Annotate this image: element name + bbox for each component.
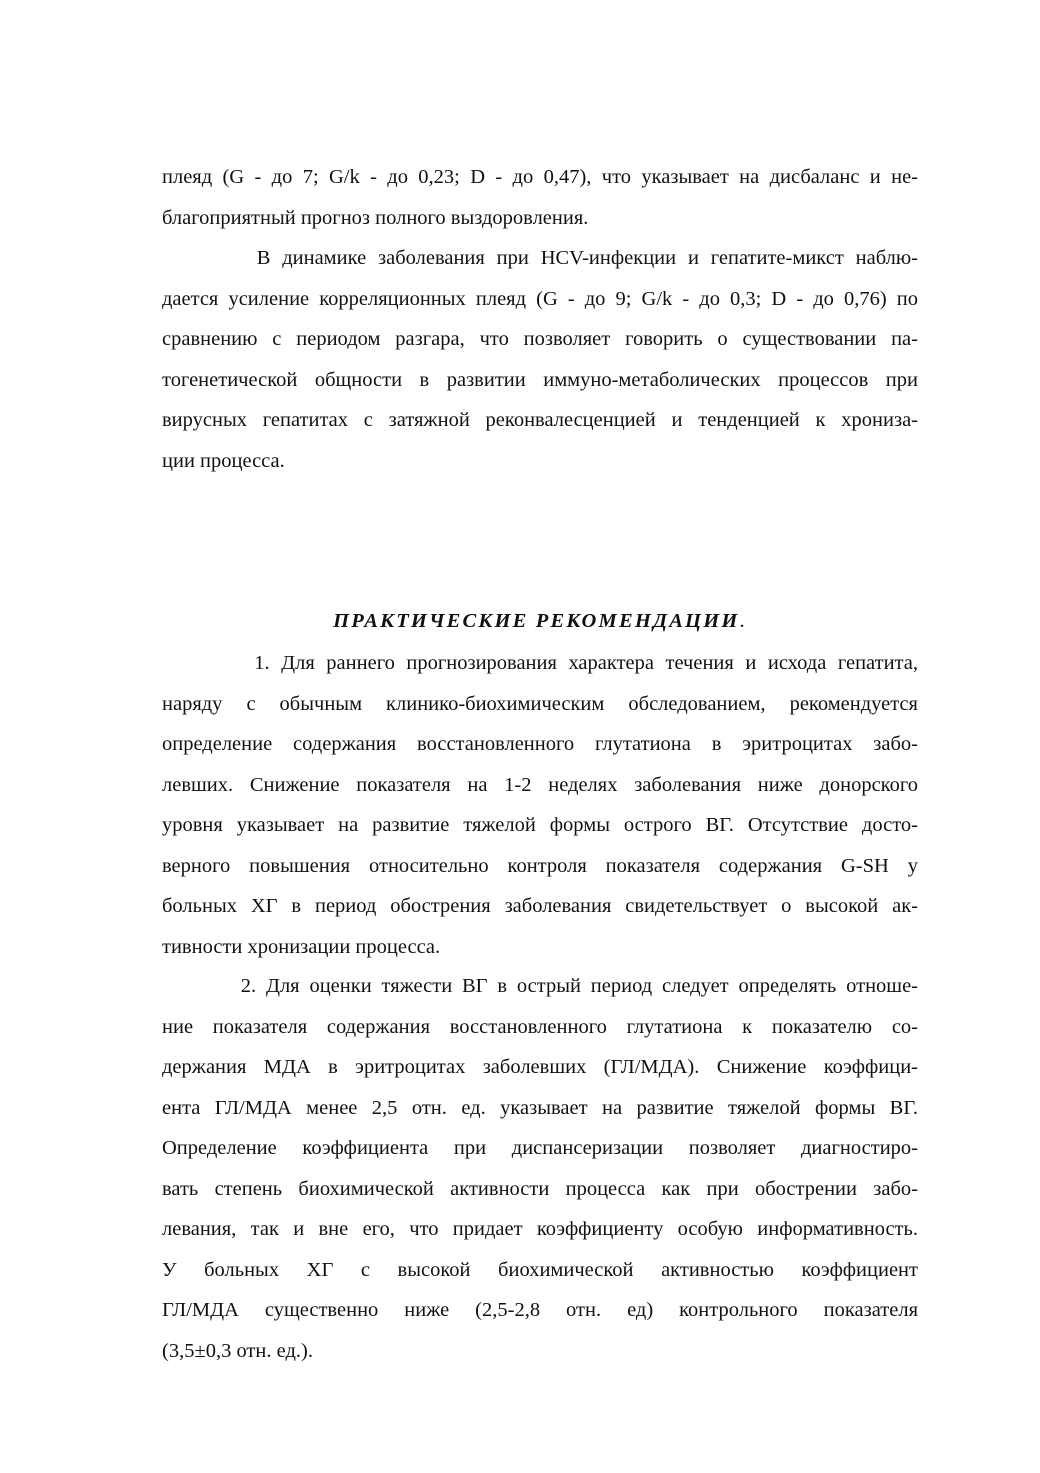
text-line: больных ХГ в период обострения заболевания свидетельствует о высокой ак-: [162, 895, 918, 917]
text-line: В динамике заболевания при HCV-инфекции и гепатите-микст наблю-: [162, 247, 918, 269]
text-line: уровня указывает на развитие тяжелой формы острого ВГ. Отсутствие досто-: [162, 814, 918, 836]
text-line: верного повышения относительно контроля показателя содержания G-SH у: [162, 854, 918, 877]
text-line: ние показателя содержания восстановленного глутатиона к показателю со-: [162, 1015, 918, 1038]
text-line: левания, так и вне его, что придает коэффициенту особую информативность.: [162, 1218, 918, 1240]
text-line: 1. Для раннего прогнозирования характера течения и исхода гепатита,: [162, 652, 918, 674]
recommendation-2: [162, 966, 918, 1371]
text-line: сравнению с периодом разгара, что позволяет говорить о существовании па-: [162, 328, 918, 350]
text-line: держания МДА в эритроцитах заболевших (ГЛ/МДА). Снижение коэффици-: [162, 1056, 918, 1078]
text-line: ента ГЛ/МДА менее 2,5 отн. ед. указывает на развитие тяжелой формы ВГ.: [162, 1096, 918, 1119]
text-line: тивности хронизации процесса.: [162, 935, 441, 958]
recommendation-1: [162, 643, 918, 967]
text-line: ГЛ/МДА существенно ниже (2,5-2,8 отн. ед) контрольного показателя: [162, 1299, 918, 1321]
section-heading: [162, 601, 918, 641]
text-line: вирусных гепатитах с затяжной реконвалесценцией и тенденцией к хрониза-: [162, 409, 918, 431]
text-line: тогенетической общности в развитии иммуно-метаболических процессов при: [162, 368, 918, 391]
text-line: благоприятный прогноз полного выздоровления.: [162, 206, 589, 229]
text-line: (3,5±0,3 отн. ед.).: [162, 1339, 313, 1362]
text-line: Определение коэффициента при диспансеризации позволяет диагностиро-: [162, 1137, 918, 1159]
text-line: У больных ХГ с высокой биохимической активностью коэффициент: [162, 1258, 918, 1281]
text-line: наряду с обычным клинико-биохимическим обследованием, рекомендуется: [162, 692, 918, 715]
text-line: вать степень биохимической активности процесса как при обострении забо-: [162, 1177, 918, 1200]
text-line: левших. Снижение показателя на 1-2 неделях заболевания ниже донорского: [162, 773, 918, 796]
heading-text: ПРАКТИЧЕСКИЕ РЕКОМЕНДАЦИИ: [333, 610, 740, 632]
heading-period: .: [739, 610, 747, 632]
text-line: дается усиление корреляционных плеяд (G - до 9; G/k - до 0,3; D - до 0,76) по: [162, 287, 918, 310]
text-line: ции процесса.: [162, 449, 285, 472]
paragraph-dynamics: [162, 238, 918, 481]
paragraph-continuation: [162, 157, 918, 238]
text-line: 2. Для оценки тяжести ВГ в острый период следует определять отноше-: [162, 975, 918, 997]
text-line: определение содержания восстановленного глутатиона в эритроцитах забо-: [162, 733, 918, 755]
text-line: плеяд (G - до 7; G/k - до 0,23; D - до 0,47), что указывает на дисбаланс и не-: [162, 166, 918, 188]
